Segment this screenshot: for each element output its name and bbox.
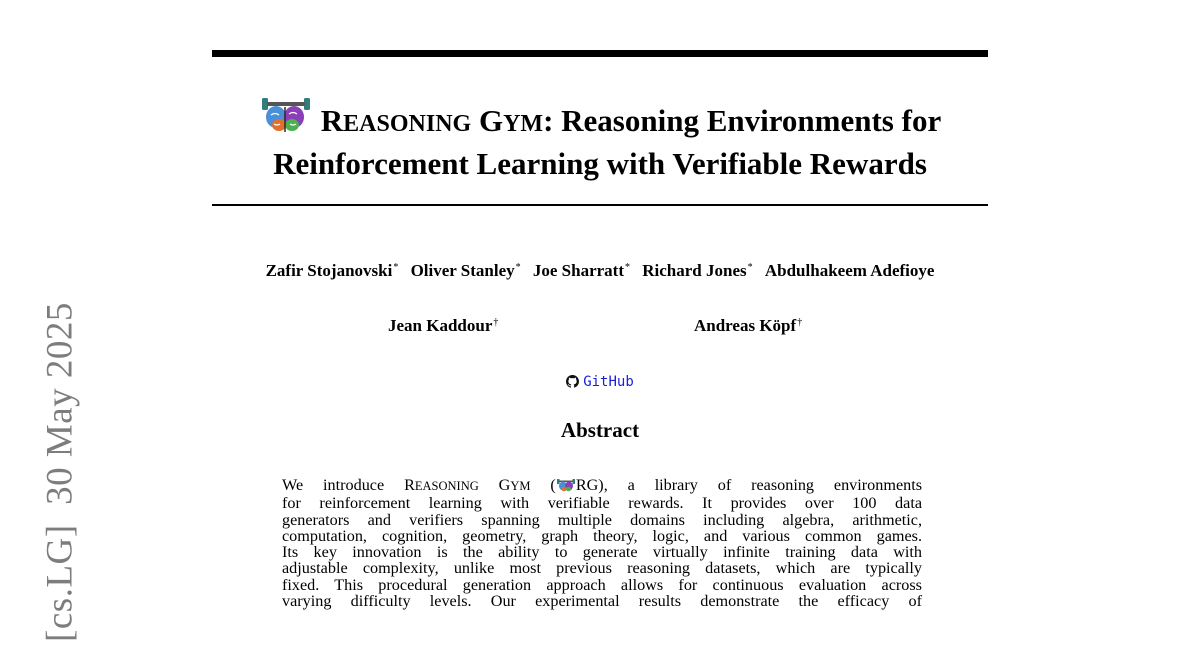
brain-mini-logo-icon [557,478,575,495]
title-name-rest: EASONING [343,111,472,137]
abstract-line-4: computation, cognition, geometry, graph theory, logic, and various common games. [282,526,922,545]
author-richard-jones: Richard Jones* [642,261,753,280]
abstract-line-3: generators and verifiers spanning multiple domains including algebra, arithmetic, [282,510,922,529]
title-name2-initial: G [478,103,504,138]
title-bottom-rule [212,204,988,206]
github-icon [566,375,579,392]
arxiv-date: 30 May 2025 [39,302,81,505]
author-jean-kaddour: Jean Kaddour† [388,316,499,335]
title-line-2: Reinforcement Learning with Verifiable Rewards [273,146,927,181]
authors-row-1 [200,261,1000,281]
abstract-line-6: adjustable complexity, unlike most previous reasoning datasets, which are typically [282,559,922,578]
author-abdulhakeem-adefioye: Abdulhakeem Adefioye [764,261,935,280]
author-andreas-kopf: Andreas Köpf† [694,316,803,335]
title-line-1 [212,95,988,144]
title-top-rule [212,50,988,57]
abstract-line-7: fixed. This procedural generation approach allows for continuous evaluation across [282,575,922,594]
abstract-line-1: We introduce REASONING GYM ( RG), a library of reasoning environments [282,476,923,494]
title-name-initial: R [320,103,344,138]
abstract-body [282,477,922,609]
github-link[interactable] [500,374,700,392]
author-joe-sharratt: Joe Sharratt* [532,261,630,280]
abstract-line-8: varying difficulty levels. Our experimental results demonstrate the efficacy of [282,592,922,611]
title-line-1-text: : Reasoning Environments for [543,103,942,138]
arxiv-category: [cs.LG] [39,524,81,642]
author-zafir-stojanovski: Zafir Stojanovski* [265,261,399,280]
abstract-line-5: Its key innovation is the ability to generate virtually infinite training data with [282,543,922,562]
brain-dumbbell-logo-icon [259,95,313,144]
paper-title [212,95,988,183]
title-name2-rest: YM [503,111,544,137]
abstract-line-2: for reinforcement learning with verifiable rewards. It provides over 100 data [282,494,922,513]
github-label[interactable]: GitHub [583,374,634,390]
author-oliver-stanley: Oliver Stanley* [410,261,521,280]
arxiv-side-stamp [39,302,82,642]
abstract-heading: Abstract [560,418,640,442]
